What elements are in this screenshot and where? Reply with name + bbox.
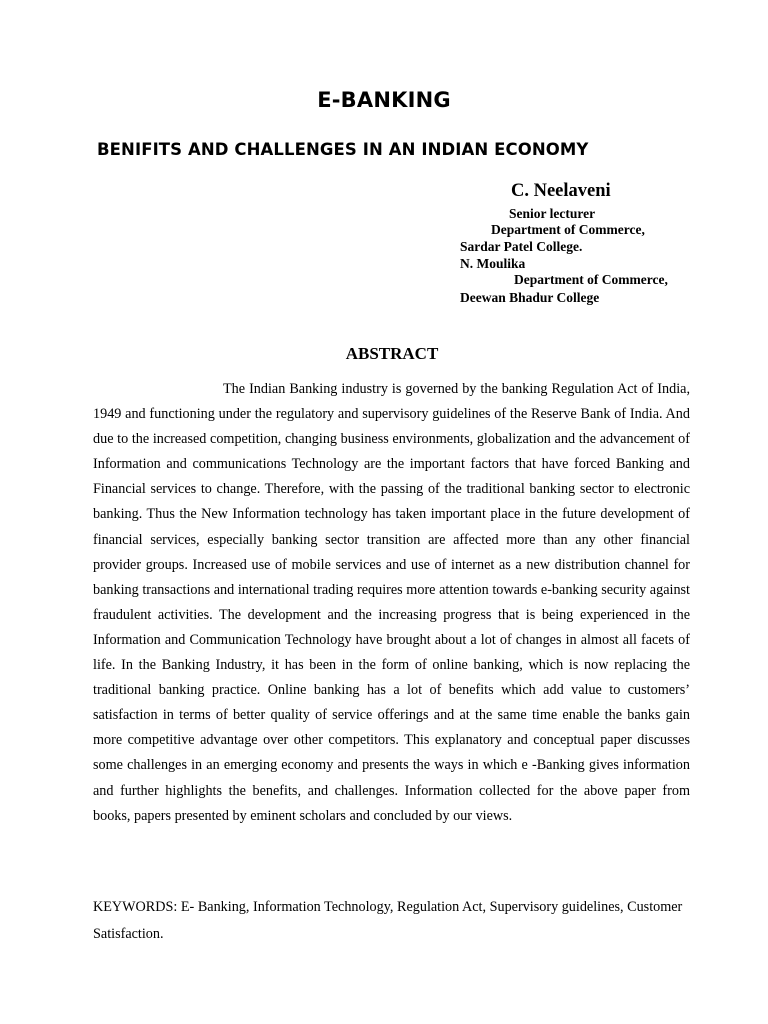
author-2-name: N. Moulika	[460, 256, 526, 271]
author-2-college: Deewan Bhadur College	[460, 290, 600, 305]
paper-subtitle: BENIFITS AND CHALLENGES IN AN INDIAN ECONOMY	[97, 140, 589, 159]
abstract-heading: ABSTRACT	[345, 344, 439, 363]
author-1-college: Sardar Patel College.	[460, 239, 583, 254]
author-2-department: Department of Commerce,	[514, 272, 668, 287]
author-1-name: C. Neelaveni	[511, 181, 611, 201]
author-1-role: Senior lecturer	[509, 206, 596, 221]
abstract-paragraph	[93, 377, 690, 829]
author-1-department: Department of Commerce,	[491, 222, 645, 237]
paper-title: E-BANKING	[317, 88, 451, 112]
keywords-line: KEYWORDS: E- Banking, Information Technology, Regulation Act, Supervisory guidelines, Customer Satisfaction.	[93, 899, 683, 942]
abstract-text: The Indian Banking industry is governed by the banking Regulation Act of India, 1949 and functioning under the regulatory and supervisory guidelines of the Reserve Bank of India. And due to the increased competition, changing business environments, globalization and the advancement of Information and communications Technology are the important factors that have forced Banking and Financial services to change. Therefore, with the passing of the traditional banking sector to electronic banking. Thus the New Information technology has taken important place in the future development of financial services, especially banking sector transition are affected more than any other financial provider groups. Increased use of mobile services and use of internet as a new distribution channel for banking transactions and international trading requires more attention towards e-banking security against fraudulent activities. The development and the increasing progress that is being experienced in the Information and Communication Technology have brought about a lot of changes in almost all facets of life. In the Banking Industry, it has been in the form of online banking, which is now replacing the traditional banking practice. Online banking has a lot of benefits which add value to customers’ satisfaction in terms of better quality of service offerings and at the same time enable the banks gain more competitive advantage over other competitors. This explanatory and conceptual paper discusses some challenges in an emerging economy and presents the ways in which e -Banking gives information and further highlights the benefits, and challenges. Information collected for the above paper from books, papers presented by eminent scholars and concluded by our views.	[93, 381, 690, 824]
